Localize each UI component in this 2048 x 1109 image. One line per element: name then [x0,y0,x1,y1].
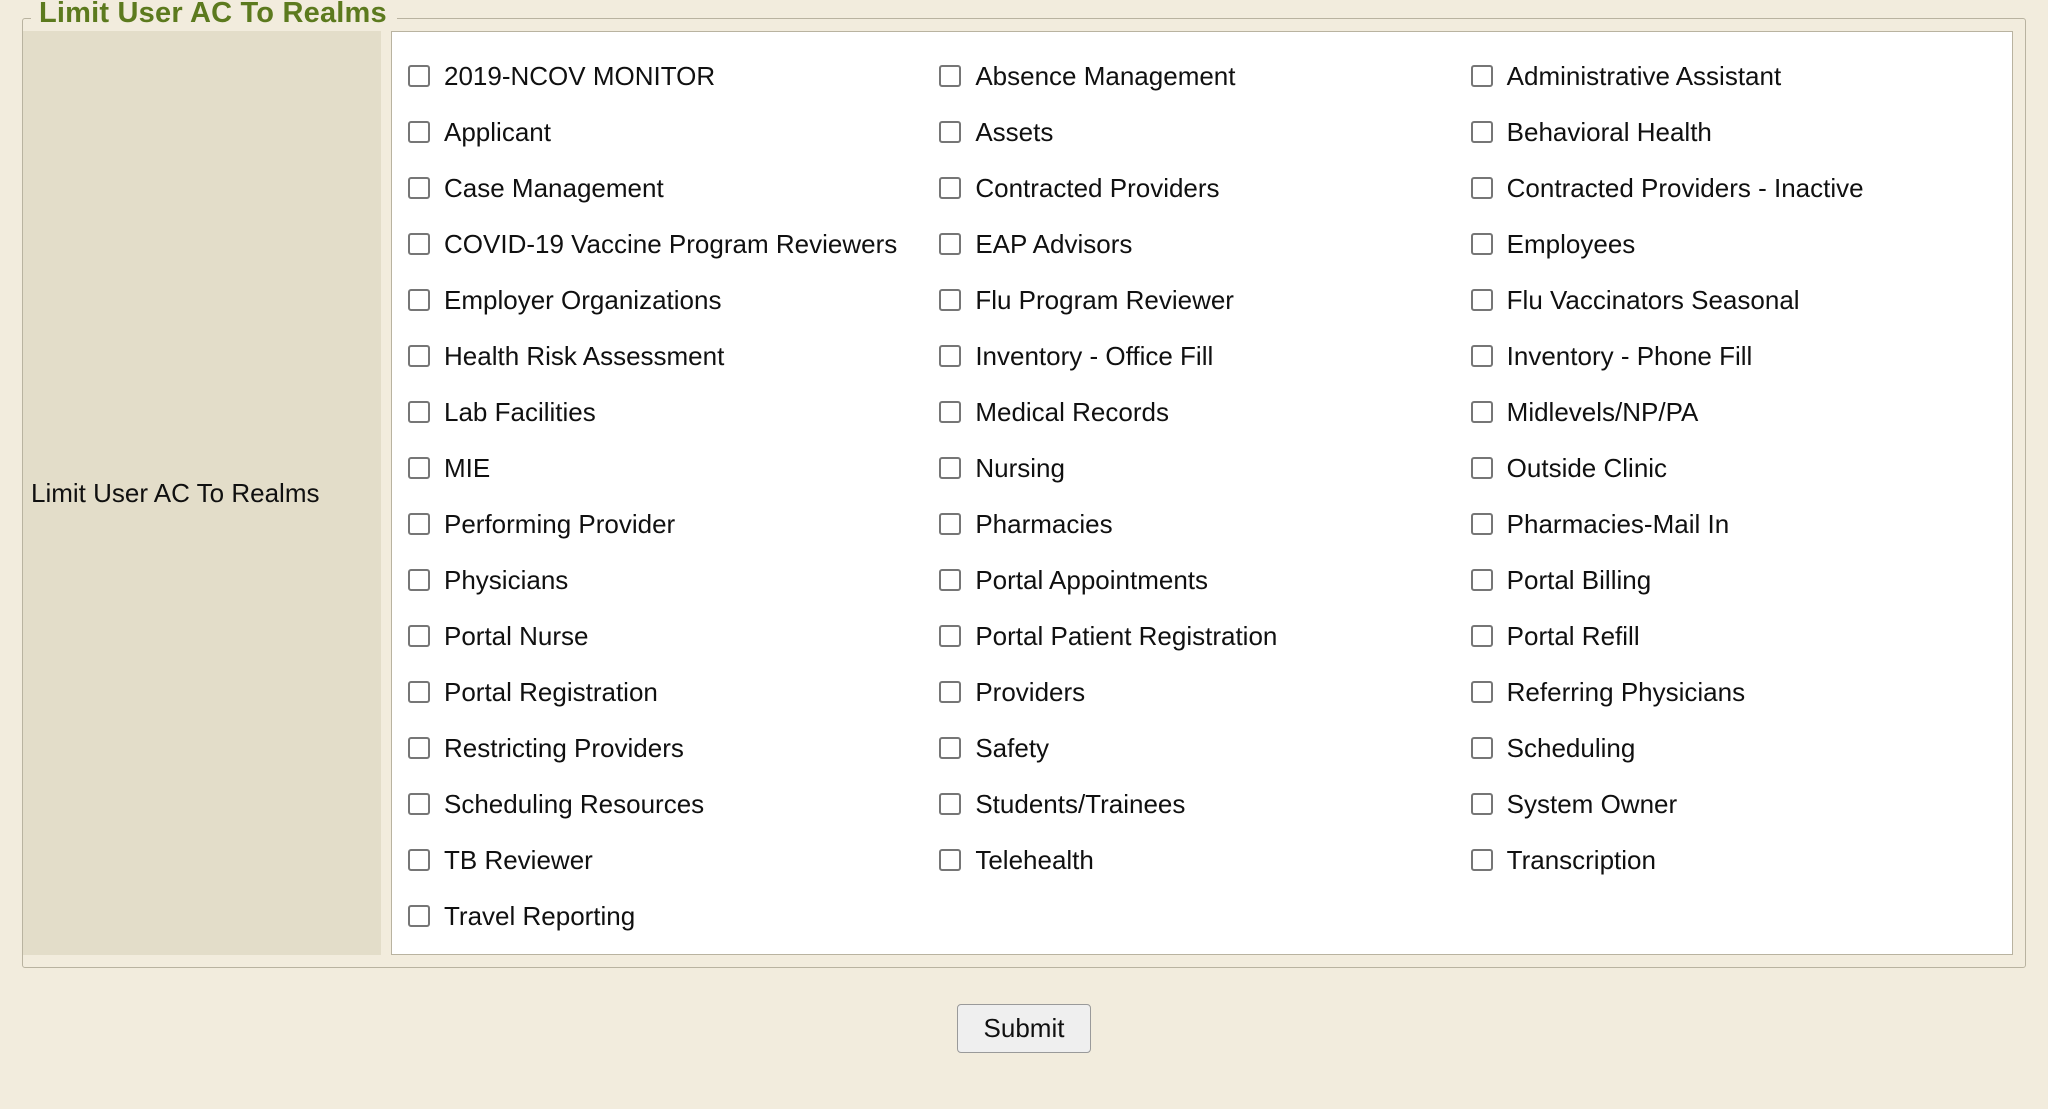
checkbox-icon[interactable] [939,513,961,535]
checkbox-icon[interactable] [408,681,430,703]
realm-checkbox-item[interactable] [408,552,939,608]
realm-label: Absence Management [975,61,1236,91]
realm-checkbox-item[interactable] [1471,776,2002,832]
checkbox-icon[interactable] [939,401,961,423]
realm-label: 2019-NCOV MONITOR [444,61,716,91]
realm-checkbox-item[interactable] [1471,552,2002,608]
realm-checkbox-item[interactable] [408,440,939,496]
realm-label: Restricting Providers [444,733,684,763]
realm-label: Scheduling [1506,733,1636,763]
checkbox-icon[interactable] [939,65,961,87]
realm-checkbox-item[interactable] [939,720,1470,776]
realm-label: Case Management [444,173,664,203]
realm-label: Contracted Providers [975,173,1220,203]
checkbox-icon[interactable] [939,121,961,143]
realm-checkbox-item[interactable] [939,832,1470,888]
submit-row [0,1004,2048,1053]
realm-checkbox-item[interactable] [408,496,939,552]
realm-label: COVID-19 Vaccine Program Reviewers [444,229,898,259]
checkbox-icon[interactable] [939,849,961,871]
checkbox-icon[interactable] [1471,625,1493,647]
realm-checkbox-item[interactable] [1471,496,2002,552]
checkbox-icon[interactable] [408,457,430,479]
realm-label: Portal Billing [1506,565,1652,595]
checkbox-icon[interactable] [1471,289,1493,311]
checkbox-icon[interactable] [408,513,430,535]
realm-label: Lab Facilities [444,397,596,427]
checkbox-icon[interactable] [408,737,430,759]
realm-label: Transcription [1506,845,1656,875]
realm-checkbox-item[interactable] [1471,664,2002,720]
realm-checkbox-item[interactable] [408,160,939,216]
fieldset-legend: Limit User AC To Realms [31,0,397,30]
realm-checkbox-item[interactable] [408,384,939,440]
checkbox-icon[interactable] [408,289,430,311]
checkbox-icon[interactable] [939,681,961,703]
realm-checkbox-item[interactable] [939,384,1470,440]
realm-label: Portal Nurse [444,621,589,651]
checkbox-icon[interactable] [408,849,430,871]
realm-label: Behavioral Health [1506,117,1712,147]
checkbox-icon[interactable] [939,289,961,311]
realm-checkbox-item[interactable] [939,160,1470,216]
checkbox-icon[interactable] [939,793,961,815]
realm-checkbox-item[interactable] [939,552,1470,608]
realm-checkbox-item[interactable] [939,48,1470,104]
realm-label: Scheduling Resources [444,789,705,819]
realm-checkbox-item[interactable] [1471,440,2002,496]
checkbox-icon[interactable] [408,905,430,927]
checkbox-icon[interactable] [1471,401,1493,423]
realm-checkbox-item[interactable] [939,272,1470,328]
realm-checkbox-item[interactable] [1471,384,2002,440]
realm-checkbox-item[interactable] [1471,160,2002,216]
checkbox-icon[interactable] [408,65,430,87]
realm-checkbox-item[interactable] [408,720,939,776]
realm-label: Pharmacies [975,509,1113,539]
checkbox-icon[interactable] [1471,513,1493,535]
realm-label: Telehealth [975,845,1094,875]
realm-checkbox-item[interactable] [939,608,1470,664]
realm-checkbox-item[interactable] [408,664,939,720]
checkbox-icon[interactable] [1471,177,1493,199]
checkbox-icon[interactable] [939,177,961,199]
realm-label: Employer Organizations [444,285,722,315]
realm-label: Assets [975,117,1054,147]
realm-label: Inventory - Office Fill [975,341,1214,371]
realm-label: Physicians [444,565,569,595]
checkbox-icon[interactable] [408,401,430,423]
checkbox-icon[interactable] [408,345,430,367]
realm-label: Performing Provider [444,509,676,539]
realm-label: Flu Program Reviewer [975,285,1234,315]
checkbox-icon[interactable] [408,793,430,815]
checkbox-icon[interactable] [1471,65,1493,87]
realm-checkbox-item[interactable] [939,104,1470,160]
realm-checkbox-grid [408,48,2002,944]
checkbox-icon[interactable] [1471,569,1493,591]
realm-label: Students/Trainees [975,789,1186,819]
realm-checkbox-item[interactable] [1471,104,2002,160]
realm-checkbox-panel [391,31,2013,955]
realm-label: System Owner [1506,789,1678,819]
checkbox-icon[interactable] [408,625,430,647]
checkbox-icon[interactable] [1471,121,1493,143]
realm-checkbox-item[interactable] [408,216,939,272]
checkbox-icon[interactable] [939,233,961,255]
checkbox-icon[interactable] [1471,737,1493,759]
checkbox-icon[interactable] [1471,793,1493,815]
realm-checkbox-item[interactable] [1471,608,2002,664]
checkbox-icon[interactable] [939,457,961,479]
realm-label: MIE [444,453,491,483]
realm-checkbox-item[interactable] [939,216,1470,272]
checkbox-icon[interactable] [939,625,961,647]
checkbox-icon[interactable] [408,177,430,199]
realm-checkbox-item[interactable] [1471,48,2002,104]
realm-label: Portal Appointments [975,565,1209,595]
realm-label: Portal Patient Registration [975,621,1278,651]
submit-button[interactable]: Submit [957,1004,1092,1053]
realm-checkbox-item[interactable] [939,328,1470,384]
realm-checkbox-item[interactable] [408,832,939,888]
realm-label: Safety [975,733,1050,763]
checkbox-icon[interactable] [1471,345,1493,367]
realm-label: Pharmacies-Mail In [1506,509,1730,539]
realm-checkbox-item[interactable] [408,888,939,944]
realm-label: Inventory - Phone Fill [1506,341,1753,371]
realm-checkbox-item[interactable] [1471,720,2002,776]
realm-label: Travel Reporting [444,901,636,931]
realm-label: Health Risk Assessment [444,341,725,371]
realm-checkbox-item[interactable] [939,776,1470,832]
realm-label: Administrative Assistant [1506,61,1782,91]
fieldset-row [23,19,2025,967]
realm-label: Portal Registration [444,677,658,707]
realm-checkbox-item[interactable] [1471,216,2002,272]
realm-checkbox-item[interactable] [408,328,939,384]
checkbox-icon[interactable] [1471,681,1493,703]
realm-label: TB Reviewer [444,845,593,875]
realm-checkbox-item[interactable] [1471,832,2002,888]
realm-label: Contracted Providers - Inactive [1506,173,1864,203]
realm-checkbox-item[interactable] [1471,328,2002,384]
realm-label: Midlevels/NP/PA [1506,397,1699,427]
checkbox-icon[interactable] [408,233,430,255]
realm-label: Referring Physicians [1506,677,1746,707]
checkbox-icon[interactable] [1471,849,1493,871]
realm-checkbox-item[interactable] [408,272,939,328]
checkbox-icon[interactable] [408,121,430,143]
realm-checkbox-item[interactable] [408,48,939,104]
realm-label: Flu Vaccinators Seasonal [1506,285,1800,315]
realm-checkbox-item[interactable] [408,608,939,664]
field-label: Limit User AC To Realms [31,477,320,508]
realm-label: Medical Records [975,397,1169,427]
checkbox-icon[interactable] [939,569,961,591]
realm-checkbox-item[interactable] [408,776,939,832]
checkbox-icon[interactable] [939,345,961,367]
realm-label: Providers [975,677,1086,707]
realm-label: EAP Advisors [975,229,1133,259]
checkbox-icon[interactable] [408,569,430,591]
limit-user-realms-fieldset [22,0,2026,968]
checkbox-icon[interactable] [1471,233,1493,255]
checkbox-icon[interactable] [1471,457,1493,479]
realm-label: Outside Clinic [1506,453,1668,483]
realm-checkbox-item[interactable] [408,104,939,160]
realm-label: Employees [1506,229,1636,259]
field-label-cell [23,31,381,955]
realm-checkbox-item[interactable] [939,496,1470,552]
realm-label: Portal Refill [1506,621,1640,651]
realm-label: Applicant [444,117,551,147]
realm-checkbox-item[interactable] [939,664,1470,720]
realm-checkbox-item[interactable] [1471,272,2002,328]
realm-label: Nursing [975,453,1065,483]
realm-checkbox-item[interactable] [939,440,1470,496]
checkbox-icon[interactable] [939,737,961,759]
